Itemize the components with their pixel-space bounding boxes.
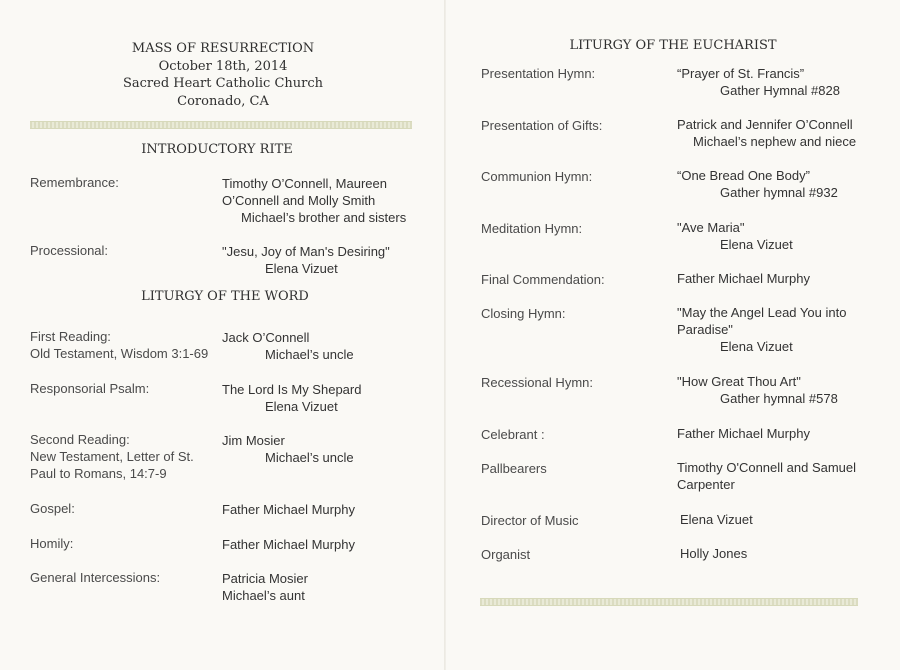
first-reading-title: First Reading: bbox=[30, 329, 111, 344]
presentation-of-gifts-value bbox=[677, 116, 856, 150]
second-reading-note: Michael’s uncle bbox=[265, 450, 354, 465]
first-reading-value bbox=[222, 329, 354, 363]
celebrant-value: Father Michael Murphy bbox=[677, 426, 810, 441]
program-title: MASS OF RESURRECTION bbox=[131, 41, 315, 56]
second-reading-title: Second Reading: bbox=[30, 432, 130, 447]
communion-hymn-label: Communion Hymn: bbox=[481, 169, 593, 184]
pallbearers-line-2: Carpenter bbox=[677, 477, 735, 492]
pallbearers-value bbox=[677, 459, 856, 493]
recessional-hymn-note: Gather hymnal #578 bbox=[720, 391, 838, 406]
remembrance-line-1: Timothy O’Connell, Maureen bbox=[222, 176, 387, 191]
left-page bbox=[0, 0, 446, 670]
director-of-music-label: Director of Music bbox=[481, 513, 579, 528]
processional-value bbox=[222, 243, 390, 277]
communion-hymn-title: “One Bread One Body” bbox=[677, 168, 810, 183]
church-location: Coronado, CA bbox=[177, 93, 269, 109]
final-commendation-label: Final Commendation: bbox=[481, 272, 605, 287]
meditation-hymn-value bbox=[677, 219, 793, 253]
pallbearers-label: Pallbearers bbox=[481, 461, 547, 476]
general-intercessions-line-2: Michael’s aunt bbox=[222, 588, 305, 603]
remembrance-value bbox=[222, 175, 406, 226]
remembrance-line-2: O’Connell and Molly Smith bbox=[222, 193, 376, 208]
closing-hymn-title-1: "May the Angel Lead You into bbox=[677, 305, 847, 320]
meditation-hymn-note: Elena Vizuet bbox=[720, 237, 793, 252]
meditation-hymn-title: "Ave Maria" bbox=[677, 220, 745, 235]
presentation-hymn-note: Gather Hymnal #828 bbox=[720, 83, 840, 98]
first-reading-label bbox=[30, 328, 208, 362]
presentation-hymn-title: “Prayer of St. Francis” bbox=[677, 66, 805, 81]
processional-line-1: "Jesu, Joy of Man's Desiring" bbox=[222, 244, 390, 259]
first-reading-citation: Old Testament, Wisdom 3:1-69 bbox=[30, 346, 209, 361]
general-intercessions-line-1: Patricia Mosier bbox=[222, 571, 308, 586]
gospel-value: Father Michael Murphy bbox=[222, 502, 355, 517]
pallbearers-line-1: Timothy O'Connell and Samuel bbox=[677, 460, 857, 475]
presentation-hymn-value bbox=[677, 65, 840, 99]
second-reading-value bbox=[222, 432, 354, 466]
recessional-hymn-value bbox=[677, 373, 838, 407]
liturgy-of-the-word-heading: LITURGY OF THE WORD bbox=[141, 289, 309, 304]
communion-hymn-note: Gather hymnal #932 bbox=[720, 185, 838, 200]
closing-hymn-note: Elena Vizuet bbox=[720, 339, 793, 354]
recessional-hymn-title: "How Great Thou Art" bbox=[677, 374, 801, 389]
service-date: October 18th, 2014 bbox=[158, 58, 288, 74]
program-header bbox=[0, 40, 446, 110]
second-reading-reader: Jim Mosier bbox=[222, 433, 285, 448]
footer-divider bbox=[480, 598, 858, 606]
second-reading-label bbox=[30, 431, 194, 482]
director-of-music-value: Elena Vizuet bbox=[680, 512, 753, 527]
processional-label: Processional: bbox=[30, 243, 109, 258]
homily-label: Homily: bbox=[30, 536, 74, 551]
church-name: Sacred Heart Catholic Church bbox=[122, 76, 324, 91]
closing-hymn-title-2: Paradise" bbox=[677, 322, 733, 337]
liturgy-of-the-eucharist-heading: LITURGY OF THE EUCHARIST bbox=[569, 38, 777, 53]
recessional-hymn-label: Recessional Hymn: bbox=[481, 375, 593, 390]
final-commendation-value: Father Michael Murphy bbox=[677, 271, 810, 286]
presentation-of-gifts-names: Patrick and Jennifer O’Connell bbox=[677, 117, 853, 132]
responsorial-psalm-note: Elena Vizuet bbox=[265, 399, 338, 414]
second-reading-citation-1: New Testament, Letter of St. bbox=[30, 449, 194, 464]
presentation-hymn-label: Presentation Hymn: bbox=[481, 66, 596, 81]
introductory-rite-heading: INTRODUCTORY RITE bbox=[141, 142, 293, 157]
communion-hymn-value bbox=[677, 167, 838, 201]
first-reading-reader: Jack O’Connell bbox=[222, 330, 310, 345]
closing-hymn-label: Closing Hymn: bbox=[481, 306, 566, 321]
responsorial-psalm-value bbox=[222, 381, 361, 415]
presentation-of-gifts-note: Michael’s nephew and niece bbox=[693, 134, 857, 149]
celebrant-label: Celebrant : bbox=[481, 427, 545, 442]
responsorial-psalm-label: Responsorial Psalm: bbox=[30, 381, 150, 396]
responsorial-psalm-title: The Lord Is My Shepard bbox=[222, 382, 362, 397]
right-page bbox=[446, 0, 900, 670]
homily-value: Father Michael Murphy bbox=[222, 537, 355, 552]
first-reading-note: Michael’s uncle bbox=[265, 347, 354, 362]
general-intercessions-value bbox=[222, 570, 308, 604]
closing-hymn-value bbox=[677, 304, 846, 355]
organist-label: Organist bbox=[481, 547, 531, 562]
second-reading-citation-2: Paul to Romans, 14:7-9 bbox=[30, 466, 167, 481]
meditation-hymn-label: Meditation Hymn: bbox=[481, 221, 583, 236]
general-intercessions-label: General Intercessions: bbox=[30, 570, 161, 585]
remembrance-label: Remembrance: bbox=[30, 175, 119, 190]
processional-note: Elena Vizuet bbox=[265, 261, 338, 276]
remembrance-note: Michael’s brother and sisters bbox=[241, 210, 407, 225]
gospel-label: Gospel: bbox=[30, 501, 75, 516]
header-divider bbox=[30, 121, 412, 129]
organist-value: Holly Jones bbox=[680, 546, 748, 561]
presentation-of-gifts-label: Presentation of Gifts: bbox=[481, 118, 603, 133]
